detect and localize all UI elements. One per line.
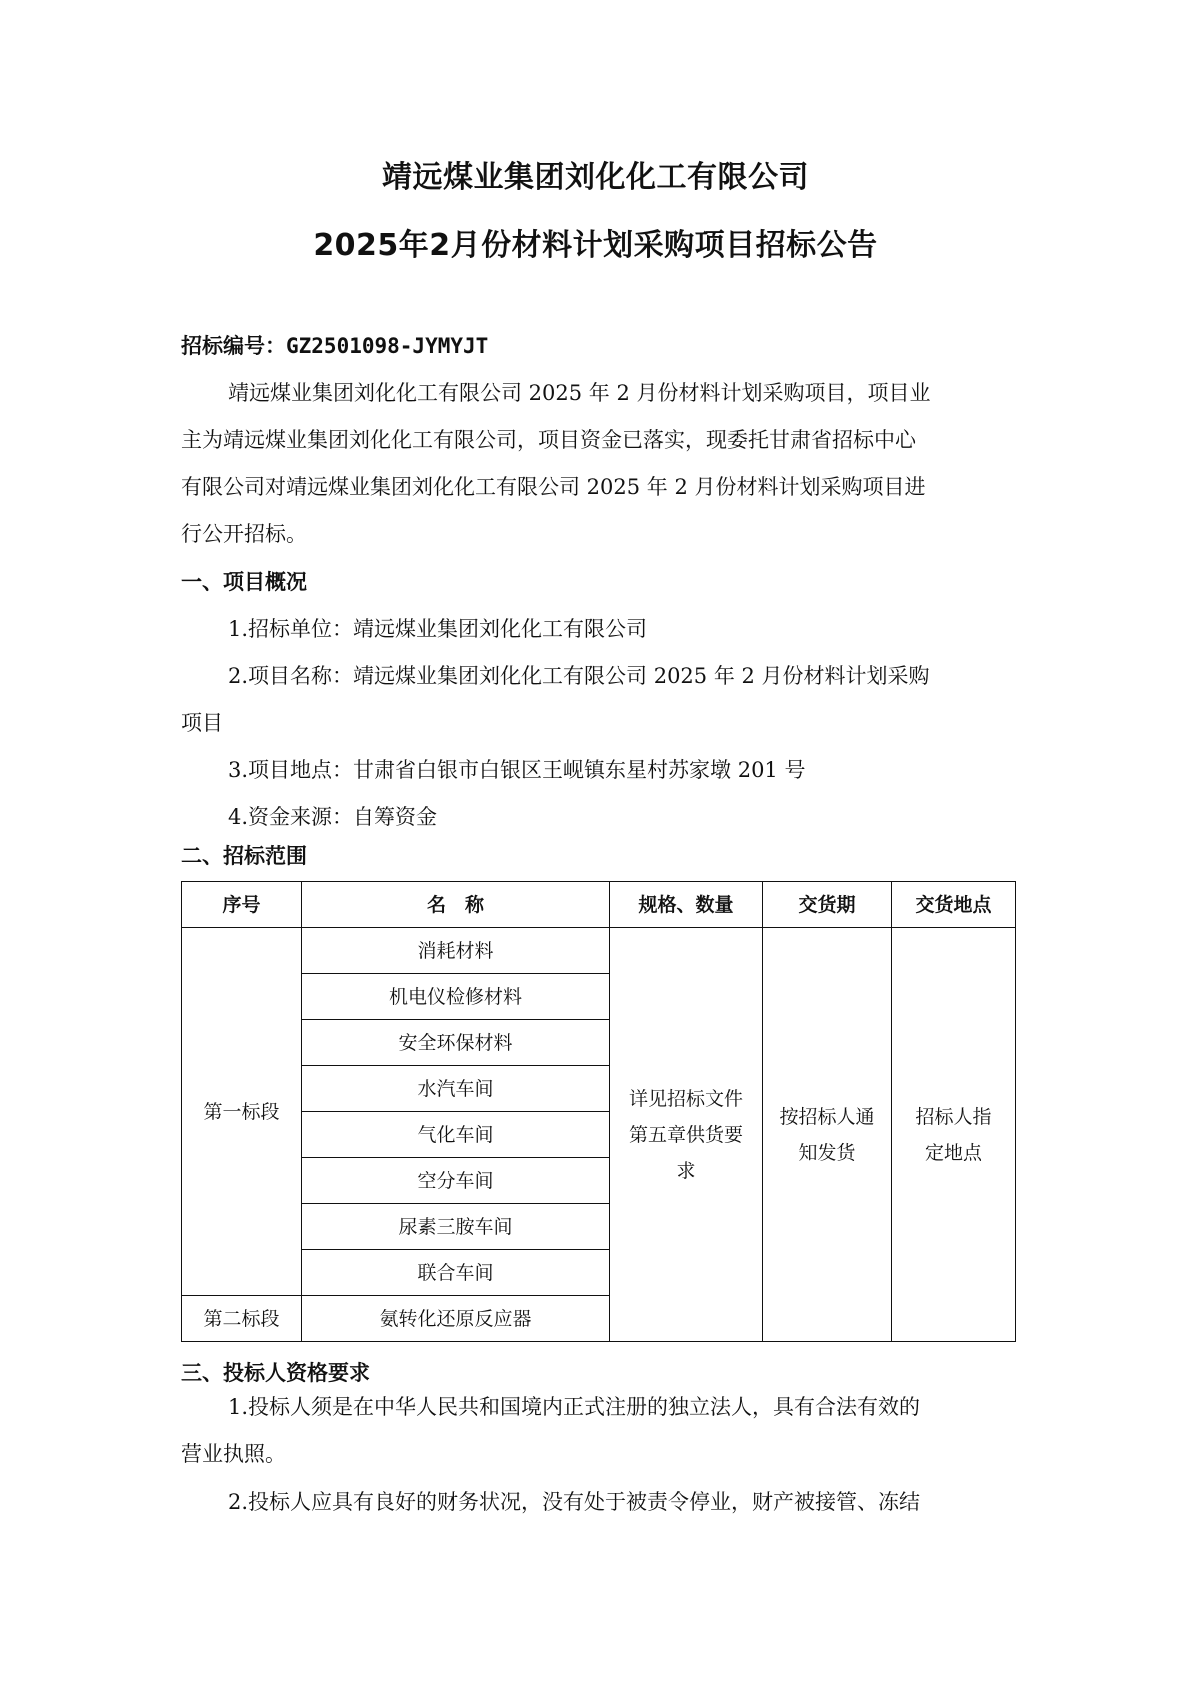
place-line2: 定地点 — [924, 1141, 982, 1164]
delivery-line2: 知发货 — [798, 1141, 856, 1164]
section1-item3: 3.项目地点：甘肃省白银市白银区王岘镇东星村苏家墩 201 号 — [228, 758, 806, 782]
header-place: 交货地点 — [892, 882, 1016, 928]
item-name-cell: 联合车间 — [302, 1250, 610, 1296]
header-spec: 规格、数量 — [610, 882, 763, 928]
spec-line1: 详见招标文件 — [628, 1087, 743, 1110]
bid-number-label: 招标编号： — [181, 334, 286, 358]
section1-item2-line2: 项目 — [181, 711, 223, 735]
document-title-line2: 2025年2月份材料计划采购项目招标公告 — [313, 228, 878, 263]
item-name-cell: 安全环保材料 — [302, 1020, 610, 1066]
section2-heading: 二、招标范围 — [181, 844, 307, 868]
lot1-cell: 第一标段 — [182, 928, 302, 1296]
bid-number-row — [181, 330, 1021, 360]
section3-item1-line2: 营业执照。 — [181, 1442, 286, 1466]
place-cell — [892, 928, 1016, 1342]
intro-line-2: 主为靖远煤业集团刘化化工有限公司，项目资金已落实，现委托甘肃省招标中心 — [181, 428, 916, 452]
spec-cell — [610, 928, 763, 1342]
intro-line-4: 行公开招标。 — [181, 522, 307, 546]
delivery-cell — [763, 928, 892, 1342]
intro-line-3: 有限公司对靖远煤业集团刘化化工有限公司 2025 年 2 月份材料计划采购项目进 — [181, 475, 926, 499]
section1-item2-line1: 2.项目名称：靖远煤业集团刘化化工有限公司 2025 年 2 月份材料计划采购 — [228, 664, 930, 688]
item-name-cell: 消耗材料 — [302, 928, 610, 974]
item-name-cell: 气化车间 — [302, 1112, 610, 1158]
intro-line-1: 靖远煤业集团刘化化工有限公司 2025 年 2 月份材料计划采购项目，项目业 — [228, 381, 931, 405]
section1-item4: 4.资金来源：自筹资金 — [228, 805, 438, 829]
item-name-cell: 尿素三胺车间 — [302, 1204, 610, 1250]
header-delivery: 交货期 — [763, 882, 892, 928]
lot2-cell: 第二标段 — [182, 1296, 302, 1342]
section3-item2-line1: 2.投标人应具有良好的财务状况，没有处于被责令停业，财产被接管、冻结 — [228, 1490, 921, 1514]
item-name-cell: 氨转化还原反应器 — [302, 1296, 610, 1342]
bid-number: GZ2501098-JYMYJT — [286, 334, 489, 358]
item-name-cell: 空分车间 — [302, 1158, 610, 1204]
section3-item1-line1: 1.投标人须是在中华人民共和国境内正式注册的独立法人，具有合法有效的 — [228, 1395, 921, 1419]
section3-heading: 三、投标人资格要求 — [181, 1361, 370, 1385]
item-name-cell: 水汽车间 — [302, 1066, 610, 1112]
table-row — [182, 928, 1016, 974]
header-name: 名 称 — [302, 882, 610, 928]
table-header-row — [182, 882, 1016, 928]
document-title-line1: 靖远煤业集团刘化化工有限公司 — [382, 160, 809, 195]
header-serial: 序号 — [182, 882, 302, 928]
place-line1: 招标人指 — [915, 1105, 992, 1128]
spec-line2: 第五章供货要 — [628, 1123, 743, 1146]
delivery-line1: 按招标人通 — [779, 1105, 875, 1128]
bid-scope-table — [181, 881, 1016, 1342]
section1-heading: 一、项目概况 — [181, 570, 307, 594]
spec-line3: 求 — [676, 1159, 696, 1182]
item-name-cell: 机电仪检修材料 — [302, 974, 610, 1020]
section1-item1: 1.招标单位：靖远煤业集团刘化化工有限公司 — [228, 617, 648, 641]
